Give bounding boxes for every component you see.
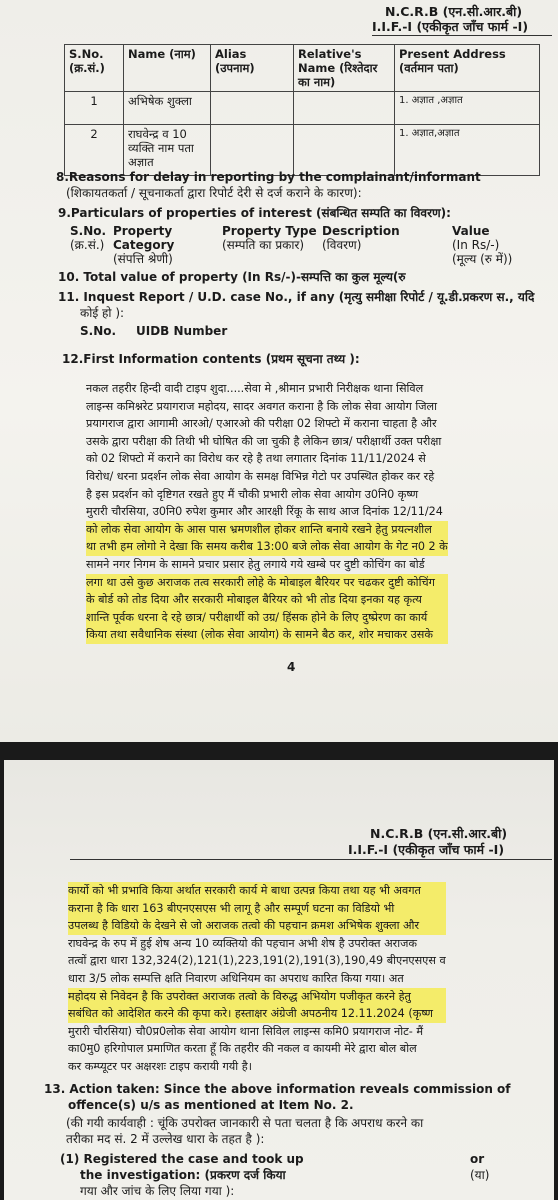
or-label-hindi: (या) xyxy=(470,1168,490,1182)
prop-col-description: Description (विवरण) xyxy=(322,224,400,252)
table-row: 2 राघवेन्द्र व 10 व्यक्ति नाम पता अज्ञात 1. अज्ञात,अज्ञात xyxy=(65,125,540,176)
iif-header: I.I.F.-I (एकीकृत जाँच फार्म -I) xyxy=(348,842,505,857)
narrative-line: धारा 3/5 लोक सम्पत्ति क्षति निवारण अधिनियम का अपराध कारित किया गया। अत xyxy=(68,971,404,985)
narrative-line-highlighted: महोदय से निवेदन है कि उपरोक्त अराजक तत्वो के विरुद्ध अभियोग पजीकृत करने हेतु xyxy=(68,988,446,1006)
col-relative: Relative's Name (रिश्तेदार का नाम) xyxy=(294,45,395,92)
header-rule xyxy=(372,35,552,36)
prop-col-category: Property Category (संपत्ति श्रेणी) xyxy=(113,224,175,266)
item13-1-label-hindi: गया और जांच के लिए लिया गया ): xyxy=(80,1184,235,1198)
item13-title: 13. Action taken: Since the above information reveals commission of xyxy=(44,1082,511,1096)
narrative-line: विरोध/ धरना प्रदर्शन लोक सेवा आयोग के समक्ष विभिन्न गेटो पर उपस्थित होकर कर रहे xyxy=(86,469,435,483)
narrative-line-highlighted: था तभी हम लोगो ने देखा कि समय करीब 13:00 बजे लोक सेवा आयोग के गेट न0 2 के xyxy=(86,538,448,556)
item8-hindi: (शिकायतकर्ता / सूचनाकर्ता द्वारा रिपोर्ट देरी से दर्ज कराने के कारण): xyxy=(66,186,362,200)
document-page-2 xyxy=(4,760,554,1200)
item13-hindi: (की गयी कार्यवाही : चूंकि उपरोक्त जानकारी से पता चलता है कि अपराध करने का xyxy=(66,1116,424,1130)
item13-hindi-cont: तरीका मद सं. 2 में उल्लेख धारा के तहत है ): xyxy=(66,1132,265,1146)
accused-table-header xyxy=(65,45,540,92)
narrative-line-highlighted: उपलब्ध है विडियो के देखने से जो अराजक तत्वो की पहचान क्रमश अभिषेक शुक्ला और xyxy=(68,917,446,935)
header-rule xyxy=(70,859,552,860)
narrative-line-highlighted: कराना है कि धारा 163 बीएनएसएस भी लागू है और सम्पूर्ण घटना का विडियो भी xyxy=(68,900,446,918)
table-row: 1 अभिषेक शुक्ला 1. अज्ञात ,अज्ञात xyxy=(65,92,540,125)
narrative-line: मुरारी चौरसिया, उ0नि0 रुपेश कुमार और आरक्षी रिंकू के साथ आज दिनांक 12/11/24 xyxy=(86,505,443,519)
item11-title: 11. Inquest Report / U.D. case No., if any (मृत्यु समीक्षा रिपोर्ट / यू.डी.प्रकरण स., यदि xyxy=(58,290,535,304)
fir-narrative-page1 xyxy=(86,380,448,644)
narrative-line: का0मु0 हरिगोपाल प्रमाणित करता हूँ कि तहरीर की नकल व कायमी मेरे द्वारा बोल बोल xyxy=(68,1042,417,1056)
item12-title: 12.First Information contents (प्रथम सूचना तथ्य ): xyxy=(62,352,360,366)
item10-total-value: 10. Total value of property (In Rs/-)-सम्पत्ति का कुल मूल्य(रु xyxy=(58,270,406,284)
item11-title-cont: कोई हो ): xyxy=(80,306,125,320)
narrative-line: प्रयागराज द्वारा आगामी आरओ/ एआरओ की परीक्षा 02 शिफ्टो में कराना चाहता है और xyxy=(86,417,437,431)
narrative-line: नकल तहरीर हिन्दी वादी टाइप शुदा.....सेवा मे ,श्रीमान प्रभारी निरीक्षक थाना सिविल xyxy=(86,382,424,395)
iif-header: I.I.F.-I (एकीकृत जाँच फार्म -I) xyxy=(372,19,529,34)
narrative-line: तत्वों द्वारा धारा 132,324(2),121(1),223,191(2),191(3),190,49 बीएनएसएस व xyxy=(68,954,446,968)
item9-title: 9.Particulars of properties of interest (संबन्धित सम्पति का विवरण): xyxy=(58,206,451,220)
narrative-line: कर कम्प्यूटर पर अक्षरशः टाइप करायी गयी है। xyxy=(68,1059,252,1073)
item11-col-uidb: UIDB Number xyxy=(136,324,228,338)
narrative-line-highlighted: को लोक सेवा आयोग के आस पास भ्रमणशील होकर शान्ति बनाये रखने हेतु प्रयत्नशील xyxy=(86,521,448,539)
or-label: or xyxy=(470,1152,485,1166)
item11-col-sno: S.No. xyxy=(80,324,117,338)
col-alias: Alias (उपनाम) xyxy=(211,45,294,92)
accused-table xyxy=(64,44,540,176)
narrative-line-highlighted: कार्यो को भी प्रभावि किया अर्थात सरकारी कार्य मे बाधा उत्पन्न किया तथा यह भी अवगत xyxy=(68,882,446,900)
narrative-line: सामने नगर निगम के सामने प्रचार प्रसार हेतु लगाये गये खम्बे पर दुष्टी कोचिंग का बोर्ड xyxy=(86,557,425,571)
narrative-line: लाइन्स कमिश्नरेट प्रयागराज महोदय, सादर अवगत कराना है कि लोक सेवा आयोग जिला xyxy=(86,399,438,413)
narrative-line: मुरारी चौरसिया) चौ0प्र0लोक सेवा आयोग थाना सिविल लाइन्स कमि0 प्रयागराज नोट- मैं xyxy=(68,1024,424,1038)
prop-col-value: Value (In Rs/-) (मूल्य (रु में)) xyxy=(452,224,513,266)
fir-narrative-page2 xyxy=(68,882,446,1076)
narrative-line: को 02 शिफ्टो में कराने का विरोध कर रहे है तथा लगातार दिनांक 11/11/2024 से xyxy=(86,452,426,466)
item8-title: 8.Reasons for delay in reporting by the complainant/informant xyxy=(56,170,481,184)
col-address: Present Address (वर्तमान पता) xyxy=(395,45,540,92)
ncrb-header: N.C.R.B (एन.सी.आर.बी) xyxy=(385,4,523,19)
page-number: 4 xyxy=(287,660,296,674)
narrative-line: है इस प्रदर्शन को दृष्टिगत रखते हुए मैं चौकी प्रभारी लोक सेवा आयोग उ0नि0 कृष्ण xyxy=(86,487,419,501)
prop-col-type: Property Type (सम्पति का प्रकार) xyxy=(222,224,317,252)
narrative-line-highlighted: लगा था उसे कुछ अराजक तत्व सरकारी लोहे के मोबाइल बैरियर पर चढकर दुष्टी कोचिंग xyxy=(86,574,448,592)
col-name: Name (नाम) xyxy=(124,45,211,92)
narrative-line-highlighted: सबंधित को आदेशित करने की कृपा करे। हस्ताक्षर अंग्रेजी अपठनीय 12.11.2024 (कृष्ण xyxy=(68,1005,446,1023)
ncrb-header: N.C.R.B (एन.सी.आर.बी) xyxy=(370,826,508,841)
narrative-line-highlighted: किया तथा सवैधानिक संस्था (लोक सेवा आयोग) के सामने बैठ कर, शोर मचाकर उसके xyxy=(86,626,448,644)
item13-title-cont: offence(s) u/s as mentioned at Item No. 2. xyxy=(68,1098,354,1112)
narrative-line: उसके द्वारा परीक्षा की तिथी भी घोषित की जा चुकी है लेकिन छात्र/ परीक्षार्थी उक्त परीक्षा xyxy=(86,434,442,448)
narrative-line-highlighted: के बोर्ड को तोड दिया और सरकारी मोबाइल बैरियर को भी तोड दिया इनका यह कृत्य xyxy=(86,591,448,609)
narrative-line-highlighted: शान्ति पूर्वक धरना दे रहे छात्र/ परीक्षार्थी को उग्र/ हिंसक होने के लिए दुष्प्रेरण का कार्य xyxy=(86,609,448,627)
narrative-line: राघवेन्द्र के रुप में हुई शेष अन्य 10 व्यक्तियो की पहचान अभी शेष है उपरोक्त अराजक xyxy=(68,936,417,950)
col-sno: S.No. (क्र.सं.) xyxy=(65,45,124,92)
item13-1-label-cont: the investigation: (प्रकरण दर्ज किया xyxy=(80,1168,286,1182)
item13-1-label: (1) Registered the case and took up xyxy=(60,1152,304,1166)
prop-col-sno: S.No. (क्र.सं.) xyxy=(70,224,107,252)
